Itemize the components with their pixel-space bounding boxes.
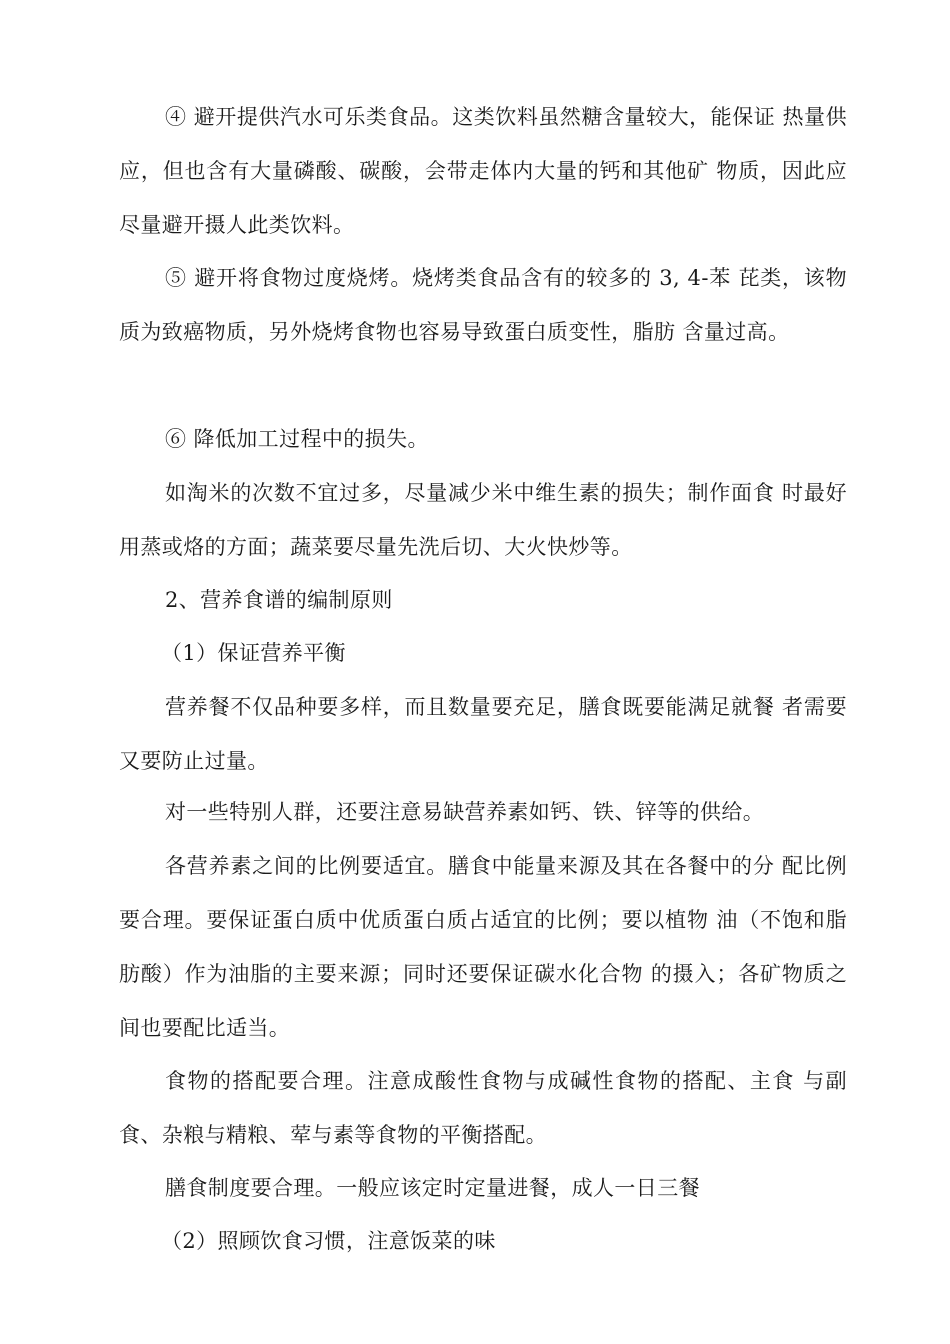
paragraph-avoid-grilling: ⑤ 避开将食物过度烧烤。烧烤类食品含有的较多的 3, 4-苯 芘类，该物质为致癌物质，另外烧烤食物也容易导致蛋白质变性，脂肪 含量过高。 [119, 266, 847, 344]
subheading-2: （2）照顾饮食习惯，注意饭菜的味 [161, 1229, 496, 1253]
paragraph-variety-quantity: 营养餐不仅品种要多样，而且数量要充足，膳食既要能满足就餐 者需要又要防止过量。 [119, 695, 847, 773]
section-heading-2: 2、营养食谱的编制原则 [165, 588, 393, 612]
paragraph-avoid-soda: ④ 避开提供汽水可乐类食品。这类饮料虽然糖含量较大，能保证 热量供应，但也含有大量磷酸、碳酸，会带走体内大量的钙和其他矿 物质，因此应尽量避开摄人此类饮料。 [119, 105, 847, 237]
paragraph-meal-schedule: 膳食制度要合理。一般应该定时定量进餐，成人一日三餐 [165, 1176, 700, 1200]
paragraph-washing-rice: 如淘米的次数不宜过多，尽量减少米中维生素的损失；制作面食 时最好用蒸或烙的方面；蔬菜要尽量先洗后切、大火快炒等。 [119, 481, 847, 559]
paragraph-nutrient-ratio: 各营养素之间的比例要适宜。膳食中能量来源及其在各餐中的分 配比例要合理。要保证蛋白质中优质蛋白质占适宜的比例；要以植物 油（不饱和脂肪酸）作为油脂的主要来源；同时还要保证碳水化合物 的摄入；各矿物质之间也要配比适当。 [119, 854, 847, 1040]
paragraph-food-pairing: 食物的搭配要合理。注意成酸性食物与成碱性食物的搭配、主食 与副食、杂粮与精粮、荤与素等食物的平衡搭配。 [119, 1069, 847, 1147]
subheading-1: （1）保证营养平衡 [161, 641, 346, 665]
paragraph-reduce-loss: ⑥ 降低加工过程中的损失。 [165, 427, 429, 451]
paragraph-special-groups: 对一些特别人群，还要注意易缺营养素如钙、铁、锌等的供给。 [165, 800, 765, 824]
